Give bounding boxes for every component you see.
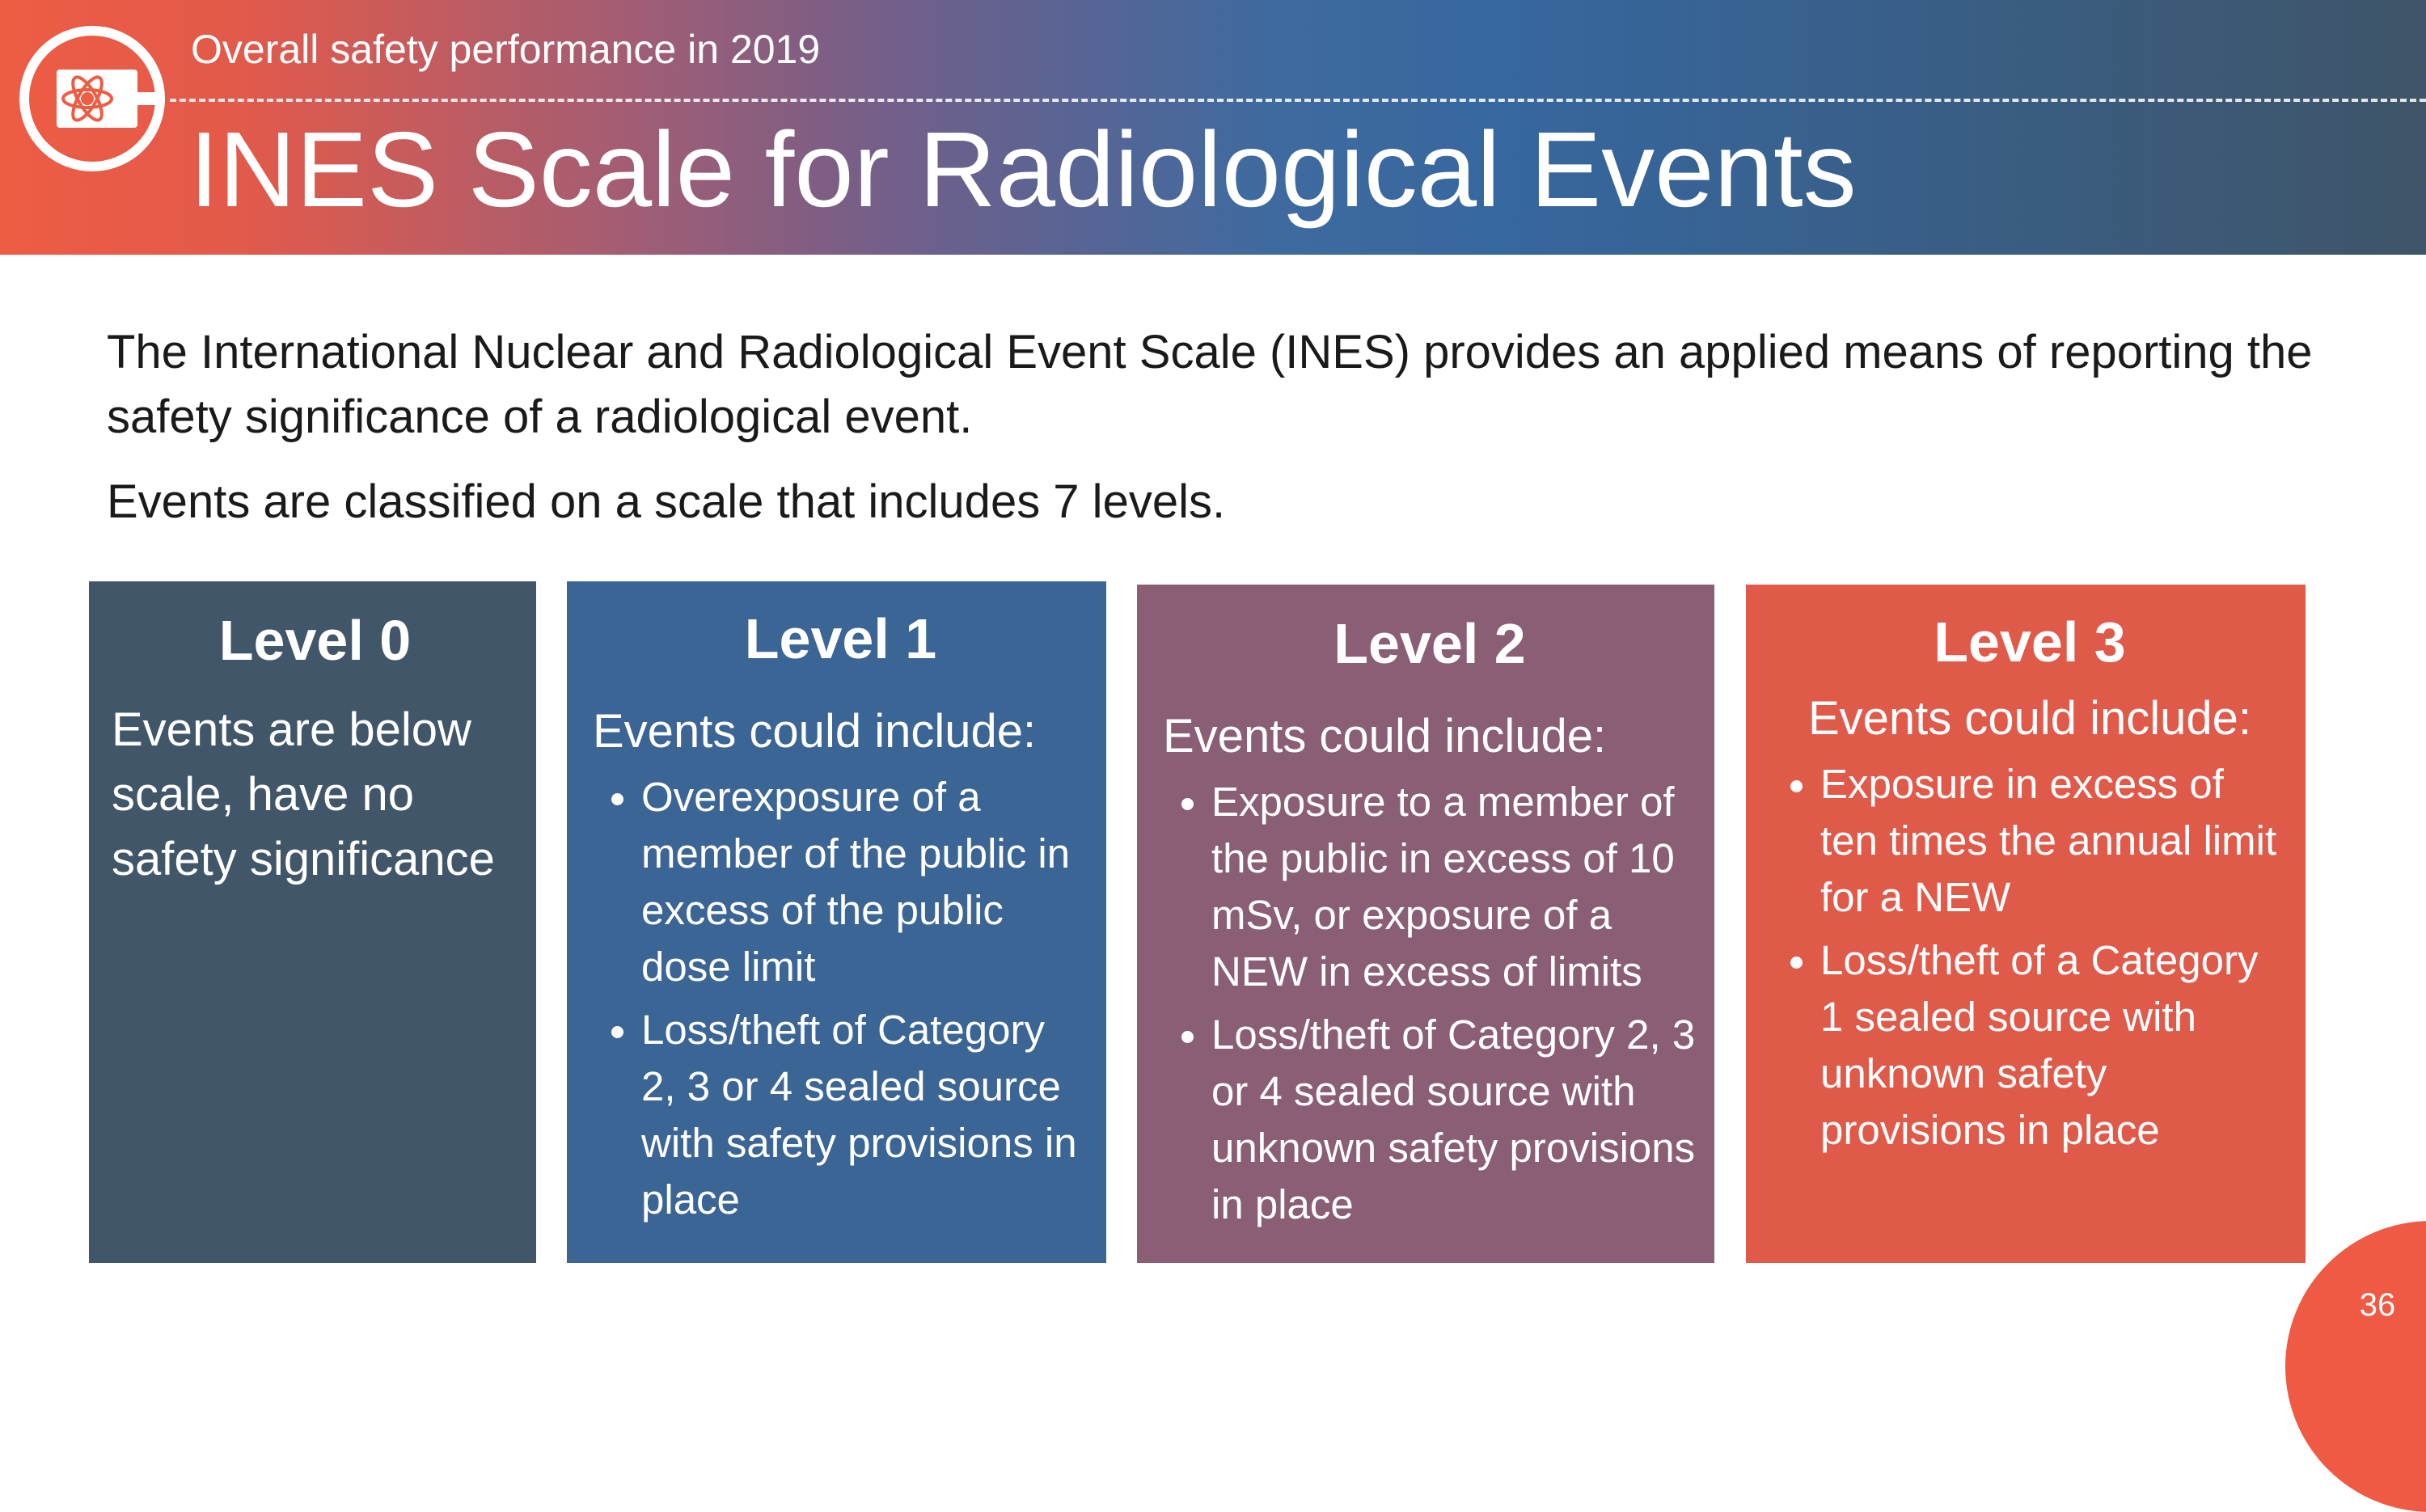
header-banner — [0, 0, 2426, 255]
level-2-bullets — [1163, 774, 1697, 1233]
level-1-title: Level 1 — [744, 607, 937, 670]
level-2-title: Level 2 — [1333, 612, 1526, 675]
level-2-card — [1137, 585, 1714, 1263]
level-1-bullet-1: • Overexposure of a member of the public in excess of the public dose limit — [641, 769, 1088, 995]
level-2-bullet-2: • Loss/theft of Category 2, 3 or 4 sealed source with unknown safety provisions in place — [1211, 1007, 1697, 1233]
level-2-bullet-1: • Exposure to a member of the public in excess of 10 mSv, or exposure of a NEW in excess of limits — [1211, 774, 1697, 1000]
level-2-lead: Events could include: — [1163, 710, 1607, 762]
level-1-card — [567, 581, 1106, 1263]
level-3-bullet-1: • Exposure in excess of ten times the annual limit for a NEW — [1820, 756, 2288, 926]
level-0-description: Events are below scale, have no safety significance — [112, 703, 495, 885]
page-corner-decoration — [2285, 1221, 2426, 1512]
level-3-title: Level 3 — [1934, 610, 2126, 674]
atom-logo-icon — [18, 24, 167, 173]
header-divider — [170, 99, 2426, 102]
level-0-card — [89, 581, 536, 1263]
level-3-lead: Events could include: — [1807, 692, 2252, 745]
section-subtitle: Overall safety performance in 2019 — [191, 27, 821, 72]
level-1-lead: Events could include: — [593, 705, 1037, 758]
level-1-bullets — [593, 769, 1088, 1228]
intro-paragraph-1: The International Nuclear and Radiological Event Scale (INES) provides an applied means of reporting the safety significance of a radiological event. — [107, 326, 2313, 443]
level-3-bullet-2: • Loss/theft of a Category 1 sealed source with unknown safety provisions in place — [1820, 932, 2288, 1159]
level-0-title: Level 0 — [218, 609, 412, 672]
level-3-bullets — [1772, 756, 2288, 1159]
level-1-bullet-2: • Loss/theft of Category 2, 3 or 4 sealed source with safety provisions in place — [641, 1002, 1088, 1228]
page-number: 36 — [2359, 1287, 2396, 1323]
page-title: INES Scale for Radiological Events — [189, 110, 1857, 229]
intro-paragraph-2: Events are classified on a scale that includes 7 levels. — [107, 475, 1226, 528]
level-3-card — [1746, 585, 2306, 1263]
